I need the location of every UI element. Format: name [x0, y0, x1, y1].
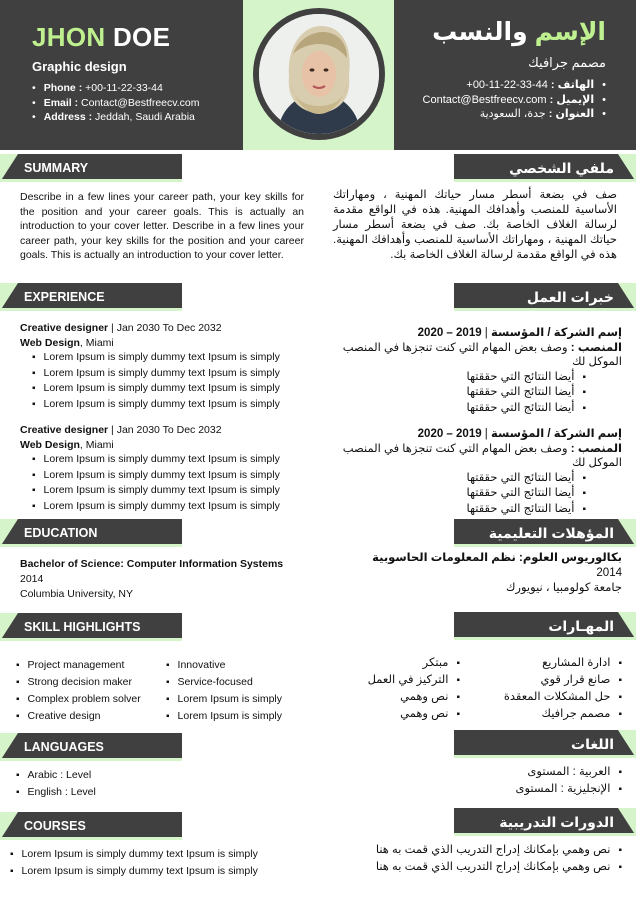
summary-text-arabic: صف في بضعة أسطر مسار حياتك المهنية ، ومهاراتك الأساسية للمنصب وأهدافك المهنية. هذه في الواقع مقدمة لرسالة الغلاف الخاصة بك. صف في بضعة أسطر مسار حياتك المهنية ، ومهاراتك الأساسية للمنصب وأهدافك المهنية. هذه في الواقع مقدمة لرسالة الغلاف الخاصة بك. [333, 189, 617, 261]
list-item: ▪ Strong decision maker [16, 674, 141, 691]
last-name-arabic: والنسب [432, 18, 528, 46]
list-item: ▪ Lorem Ipsum is simply dummy text Ipsum is simply [10, 846, 258, 863]
job-bullets-arabic [332, 370, 586, 417]
school: Columbia University, NY [20, 588, 134, 600]
list-item: ▪ Lorem Ipsum is simply dummy text Ipsum is simply [32, 397, 320, 413]
list-item: ▪ نص وهمي [368, 689, 460, 706]
skills-list-col1 [16, 657, 141, 725]
list-item: ▪ أيضا النتائج التي حققتها [332, 385, 586, 401]
list-item: ▪ أيضا النتائج التي حققتها [332, 401, 586, 417]
experience-item: Creative designer | Jan 2030 To Dec 2032 Web Design, Miami ▪ Lorem Ipsum is simply dummy text Ipsum is simply ▪ Lorem Ipsum is simply dummy text Ipsum is simply ▪ Lorem Ipsum is simply dummy text Ipsum is simply ▪ Lorem Ipsum is simply dummy text Ipsum is simply [20, 423, 320, 514]
job-city: Miami [85, 336, 114, 349]
list-item: ▪ نص وهمي بإمكانك إدراج التدريب الذي قمت به هنا [376, 859, 622, 876]
list-item: ▪ Lorem Ipsum is simply dummy text Ipsum is simply [10, 863, 258, 880]
courses-list [10, 846, 258, 880]
list-item: ▪ Innovative [166, 657, 282, 674]
list-item: ▪ Lorem Ipsum is simply dummy text Ipsum is simply [32, 381, 320, 397]
list-item: ▪ Lorem Ipsum is simply dummy text Ipsum is simply [32, 350, 320, 366]
list-item: ▪ أيضا النتائج التي حققتها [332, 471, 586, 487]
list-item: ▪ التركيز في العمل [368, 672, 460, 689]
job-city: Miami [85, 438, 114, 451]
skills-list-col2-arabic [368, 655, 460, 723]
list-item: ▪ ادارة المشاريع [504, 655, 622, 672]
list-item: ▪ Service-focused [166, 674, 282, 691]
skills-heading-arabic: المهـارات [454, 612, 636, 640]
summary-text: Describe in a few lines your career path, your key skills for the position and your career goals. This is actually an introduction to your cover letter. Describe in a few lines your career path, your key skills for the position and your career goals. This is actually an introduction to your cover letter. [20, 191, 304, 261]
languages-list [16, 767, 96, 801]
contact-phone-arabic: • الهاتف : +00-11-22-33-44 [423, 78, 606, 93]
list-item: ▪ Lorem Ipsum is simply dummy text Ipsum is simply [32, 452, 320, 468]
list-item: ▪ حل المشكلات المعقدة [504, 689, 622, 706]
job-bullets-arabic [332, 471, 586, 518]
experience-item-arabic: إسم الشركة / المؤسسة | 2020 – 2019 المنصب : وصف بعض المهام التي كنت تنجزها في المنصب الموكل لك ▪ أيضا النتائج التي حققتها ▪ أيضا النتائج التي حققتها ▪ أيضا النتائج التي حققتها [332, 427, 622, 517]
list-item: ▪ مصمم جرافيك [504, 706, 622, 723]
job-dates: Jan 2030 To Dec 2032 [116, 424, 222, 436]
experience-item: Creative designer | Jan 2030 To Dec 2032 Web Design, Miami ▪ Lorem Ipsum is simply dummy text Ipsum is simply ▪ Lorem Ipsum is simply dummy text Ipsum is simply ▪ Lorem Ipsum is simply dummy text Ipsum is simply ▪ Lorem Ipsum is simply dummy text Ipsum is simply [20, 321, 320, 412]
courses-list-arabic [376, 842, 622, 876]
profile-photo [259, 14, 379, 134]
list-item: ▪ العربية : المستوى [515, 764, 622, 781]
list-item: ▪ نص وهمي [368, 706, 460, 723]
list-item: ▪ الإنجليزية : المستوى [515, 781, 622, 798]
list-item: ▪ Lorem Ipsum is simply [166, 708, 282, 725]
list-item: ▪ Project management [16, 657, 141, 674]
list-item: ▪ أيضا النتائج التي حققتها [332, 370, 586, 386]
list-item: ▪ Arabic : Level [16, 767, 96, 784]
education-entry-arabic [372, 551, 622, 596]
skills-heading: SKILL HIGHLIGHTS [0, 613, 182, 641]
list-item: ▪ نص وهمي بإمكانك إدراج التدريب الذي قمت به هنا [376, 842, 622, 859]
job-role: Creative designer [20, 322, 109, 334]
courses-heading: COURSES [0, 812, 182, 840]
list-item: ▪ Complex problem solver [16, 691, 141, 708]
experience-item-arabic: إسم الشركة / المؤسسة | 2020 – 2019 المنصب : وصف بعض المهام التي كنت تنجزها في المنصب الموكل لك ▪ أيضا النتائج التي حققتها ▪ أيضا النتائج التي حققتها ▪ أيضا النتائج التي حققتها [332, 326, 622, 416]
job-company-arabic: إسم الشركة / المؤسسة [491, 327, 622, 339]
list-item: ▪ English : Level [16, 784, 96, 801]
job-role-text-arabic: وصف بعض المهام التي كنت تنجزها في المنصب الموكل لك [342, 442, 622, 469]
courses-heading-arabic: الدورات التدريبية [454, 808, 636, 836]
skills-list-col2 [166, 657, 282, 725]
job-company-arabic: إسم الشركة / المؤسسة [491, 428, 622, 440]
education-heading-arabic: المؤهلات التعليمية [454, 519, 636, 547]
contact-list-english [32, 81, 199, 125]
list-item: ▪ Creative design [16, 708, 141, 725]
contact-list-arabic [423, 78, 606, 122]
list-item: ▪ أيضا النتائج التي حققتها [332, 486, 586, 502]
contact-address-arabic: • العنوان : جدة، السعودية [423, 107, 606, 122]
experience-heading: EXPERIENCE [0, 283, 182, 311]
school-arabic: جامعة كولومبيا ، نيويورك [505, 582, 622, 594]
list-item: ▪ Lorem Ipsum is simply [166, 691, 282, 708]
job-company: Web Design [20, 336, 80, 349]
summary-heading-arabic: ملفي الشخصي [454, 154, 636, 182]
job-dates: Jan 2030 To Dec 2032 [116, 322, 222, 334]
job-dates-arabic: 2020 – 2019 [417, 327, 482, 339]
job-company: Web Design [20, 438, 80, 451]
job-bullets [32, 350, 320, 412]
first-name: JHON [32, 22, 106, 52]
graduation-year-arabic: 2014 [596, 567, 622, 579]
contact-email-arabic: • الإيميل : Contact@Bestfreecv.com [423, 93, 606, 108]
last-name: DOE [112, 22, 171, 52]
job-bullets [32, 452, 320, 514]
experience-heading-arabic: خبرات العمل [454, 283, 636, 311]
languages-list-arabic [515, 764, 622, 798]
degree: Bachelor of Science: Computer Information Systems [20, 558, 284, 570]
list-item: ▪ Lorem Ipsum is simply dummy text Ipsum is simply [32, 468, 320, 484]
list-item: ▪ Lorem Ipsum is simply dummy text Ipsum is simply [32, 499, 320, 515]
summary-heading: SUMMARY [0, 154, 182, 182]
job-role-label-arabic: المنصب : [570, 341, 622, 354]
list-item: ▪ مبتكر [368, 655, 460, 672]
list-item: ▪ Lorem Ipsum is simply dummy text Ipsum is simply [32, 366, 320, 382]
languages-heading-arabic: اللغات [454, 730, 636, 758]
job-role: Creative designer [20, 424, 109, 436]
job-title-english: Graphic design [32, 59, 127, 74]
job-role-text-arabic: وصف بعض المهام التي كنت تنجزها في المنصب الموكل لك [342, 341, 622, 368]
graduation-year: 2014 [20, 573, 44, 585]
job-role-label-arabic: المنصب : [570, 442, 622, 455]
languages-heading: LANGUAGES [0, 733, 182, 761]
contact-address: • Address : Jeddah, Saudi Arabia [32, 110, 199, 125]
list-item: ▪ أيضا النتائج التي حققتها [332, 502, 586, 518]
job-dates-arabic: 2020 – 2019 [417, 428, 482, 440]
skills-list-col1-arabic [504, 655, 622, 723]
list-item: ▪ صانع قرار قوي [504, 672, 622, 689]
list-item: ▪ Lorem Ipsum is simply dummy text Ipsum is simply [32, 483, 320, 499]
contact-email: • Email : Contact@Bestfreecv.com [32, 96, 199, 111]
contact-phone: • Phone : +00-11-22-33-44 [32, 81, 199, 96]
education-heading: EDUCATION [0, 519, 182, 547]
education-entry [20, 557, 283, 602]
job-title-arabic: مصمم جرافيك [528, 55, 606, 70]
name-english [32, 22, 170, 53]
avatar-portrait [259, 14, 379, 134]
first-name-arabic: الإسم [534, 18, 606, 46]
name-arabic [432, 17, 606, 47]
degree-arabic: بكالوريوس العلوم: نظم المعلومات الحاسوبية [372, 552, 622, 564]
